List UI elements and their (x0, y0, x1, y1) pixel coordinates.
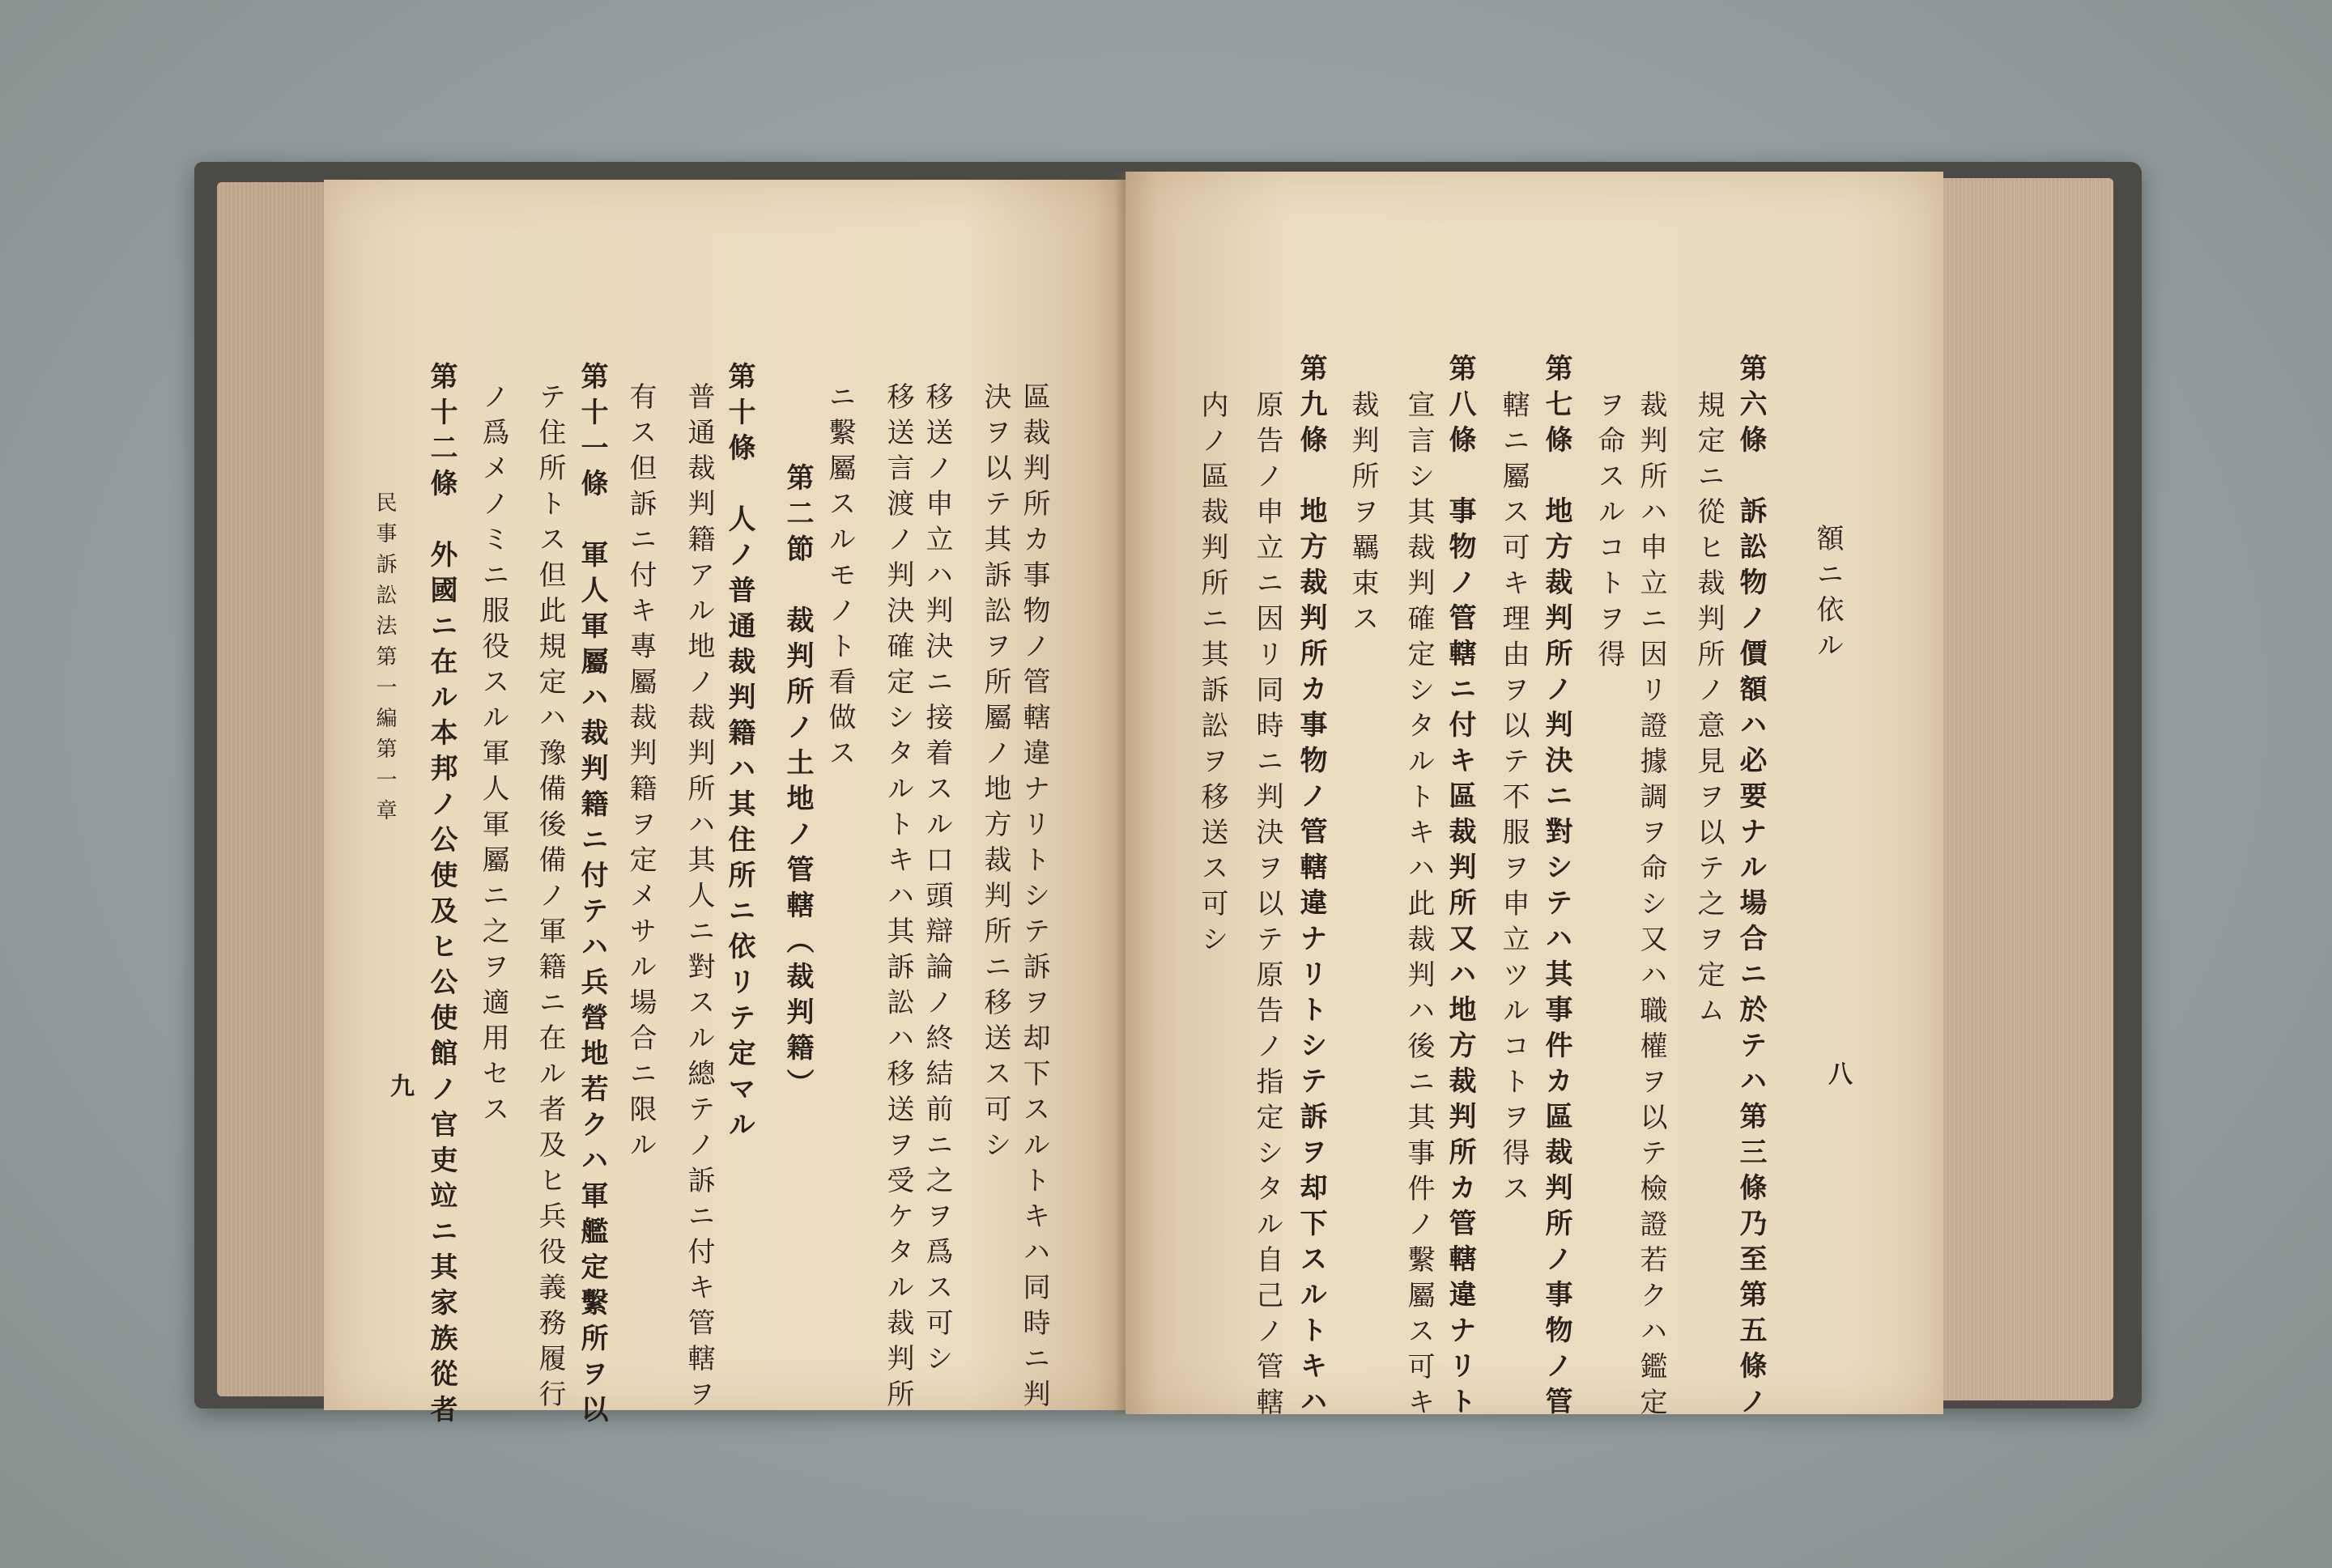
text-column: 規定ニ從ヒ裁判所ノ意見ヲ以テ之ヲ定ム (1692, 390, 1725, 1031)
text-column: 裁判所ヲ羈束ス (1347, 390, 1379, 640)
page-number: 九 (390, 1073, 415, 1101)
text-column: ニ繫屬スルモノト看做ス (823, 382, 856, 774)
page-edges-right (1927, 178, 2113, 1400)
text-column: 移送ノ申立ハ判決ニ接着スル口頭辯論ノ終結前ニ之ヲ爲ス可シ (921, 382, 953, 1379)
text-column: 原告ノ申立ニ因リ同時ニ判決ヲ以テ原告ノ指定シタル自己ノ管轄 (1251, 390, 1283, 1423)
article-column: 第七條 地方裁判所ノ判決ニ對シテハ其事件カ區裁判所ノ事物ノ管 (1540, 354, 1572, 1422)
text-column: 額ニ依ル (1811, 524, 1844, 666)
article-column: 第十二條 外國ニ在ル本邦ノ公使及ヒ公使館ノ官吏竝ニ其家族從者 (425, 362, 457, 1430)
page-number: 八 (1828, 1060, 1853, 1089)
article-column: 第八條 事物ノ管轄ニ付キ區裁判所又ハ地方裁判所カ管轄違ナリト (1444, 354, 1476, 1422)
running-head: 民事訴訟法第一編第一章 (372, 491, 397, 830)
text-column: 決ヲ以テ其訴訟ヲ所屬ノ地方裁判所ニ移送ス可シ (979, 382, 1011, 1166)
text-column: テ住所トス但此規定ハ豫備後備ノ軍籍ニ在ル者及ヒ兵役義務履行 (534, 382, 566, 1415)
text-column: ノ爲メノミニ服役スル軍人軍屬ニ之ヲ適用セス (477, 382, 509, 1130)
text-column: 轄ニ屬ス可キ理由ヲ以テ不服ヲ申立ツルコトヲ得ス (1497, 390, 1530, 1209)
text-column: 移送言渡ノ判決確定シタルトキハ其訴訟ハ移送ヲ受ケタル裁判所 (882, 382, 914, 1415)
article-column: 第九條 地方裁判所カ事物ノ管轄違ナリトシテ訴ヲ却下スルトキハ (1295, 354, 1327, 1422)
text-column: 有ス但訴ニ付キ專屬裁判籍ヲ定メサル場合ニ限ル (624, 382, 657, 1166)
article-column: 第六條 訴訟物ノ價額ハ必要ナル場合ニ於テハ第三條乃至第五條ノ (1734, 354, 1767, 1422)
text-column: ヲ命スルコトヲ得 (1593, 390, 1625, 675)
right-page (1126, 172, 1943, 1423)
page-edges-left (217, 182, 330, 1396)
text-column: 區裁判所カ事物ノ管轄違ナリトシテ訴ヲ却下スルトキハ同時ニ判 (1018, 382, 1050, 1415)
left-page (324, 180, 1126, 1430)
article-column: 第十一條 軍人軍屬ハ裁判籍ニ付テハ兵營地若クハ軍艦定繫所ヲ以 (576, 362, 608, 1430)
text-column: 裁判所ハ申立ニ因リ證據調ヲ命シ又ハ職權ヲ以テ檢證若クハ鑑定 (1635, 390, 1667, 1423)
article-column: 第十條 人ノ普通裁判籍ハ其住所ニ依リテ定マル (723, 362, 755, 1145)
text-column: 宣言シ其裁判確定シタルトキハ此裁判ハ後ニ其事件ノ繫屬ス可キ (1402, 390, 1435, 1423)
section-heading: 第二節 裁判所ノ土地ノ管轄（裁判籍） (781, 463, 814, 1104)
text-column: 普通裁判籍アル地ノ裁判所ハ其人ニ對スル總テノ訴ニ付キ管轄ヲ (683, 382, 715, 1415)
text-column: 内ノ區裁判所ニ其訴訟ヲ移送ス可シ (1196, 390, 1228, 960)
